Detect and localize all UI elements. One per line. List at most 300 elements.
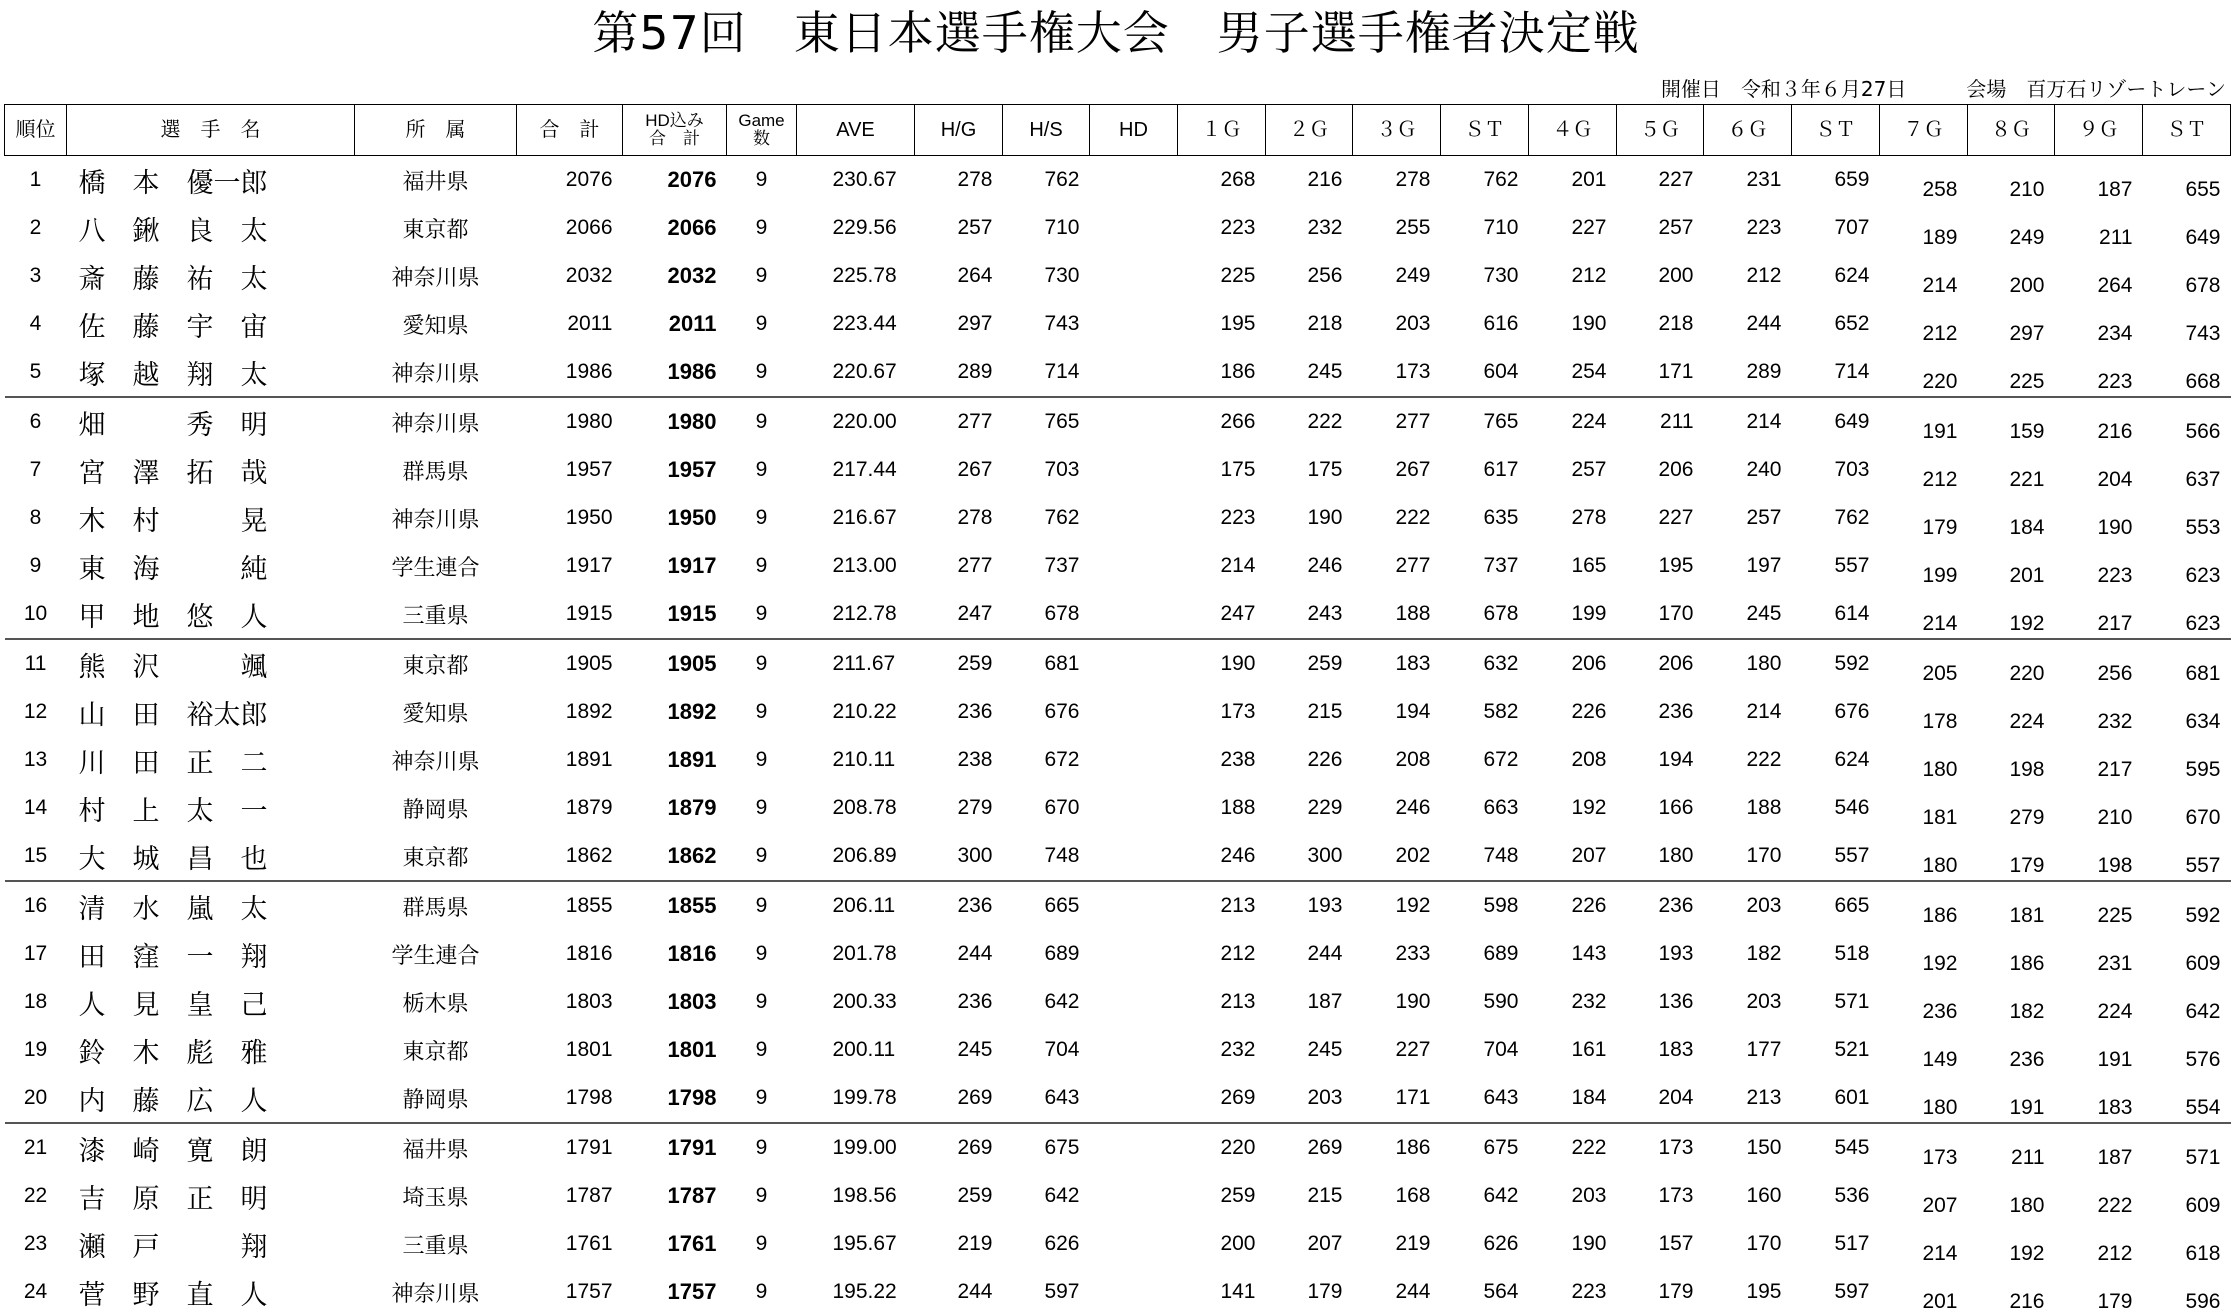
cell-g6: 180 — [1704, 639, 1792, 688]
cell-g6: 203 — [1704, 881, 1792, 930]
cell-g9: 256 — [2055, 639, 2143, 688]
cell-affiliation: 愛知県 — [402, 312, 469, 338]
cell-g9: 183 — [2097, 1096, 2133, 1119]
cell-g3: 202 — [1395, 844, 1431, 867]
cell-st1: 617 — [1483, 458, 1519, 481]
cell-st3: 649 — [2185, 226, 2221, 249]
name-part: 鍬 — [132, 215, 160, 246]
name-part: 裕太郎 — [186, 699, 268, 730]
cell-hd — [1090, 736, 1178, 784]
cell-player-name — [67, 300, 355, 348]
cell-st1: 675 — [1441, 1123, 1529, 1172]
cell-hg: 278 — [957, 506, 993, 529]
cell-g3: 249 — [1395, 264, 1431, 287]
cell-g1: 232 — [1220, 1038, 1256, 1061]
cell-games: 9 — [755, 458, 768, 481]
cell-rank: 20 — [23, 1086, 48, 1109]
cell-hd — [1090, 494, 1178, 542]
table-row — [5, 832, 2231, 881]
cell-g5: 193 — [1658, 942, 1694, 965]
cell-hd-total: 1803 — [667, 989, 717, 1014]
cell-g7: 212 — [1922, 322, 1958, 345]
results-table — [4, 104, 2231, 1316]
cell-g4: 203 — [1571, 1184, 1607, 1207]
cell-player-name — [67, 832, 355, 881]
cell-g9: 231 — [2097, 952, 2133, 975]
name-part: 東 — [78, 553, 106, 584]
cell-hd — [1090, 1074, 1178, 1123]
name-part: 嵐 — [186, 893, 214, 924]
name-part: 越 — [132, 359, 160, 390]
cell-hd-total: 1862 — [667, 843, 717, 868]
cell-ave: 229.56 — [832, 216, 897, 239]
cell-g4: 226 — [1571, 700, 1607, 723]
cell-g9: 216 — [2055, 397, 2143, 446]
cell-st2: 601 — [1834, 1086, 1870, 1109]
header-hd: HD — [1090, 105, 1178, 156]
cell-affiliation: 静岡県 — [402, 1086, 469, 1112]
cell-st1: 678 — [1483, 602, 1519, 625]
cell-g5: 211 — [1617, 397, 1704, 446]
cell-g6: 223 — [1746, 216, 1782, 239]
cell-hd-total: 1957 — [667, 457, 717, 482]
cell-g7: 214 — [1922, 612, 1958, 635]
cell-g8: 224 — [2009, 710, 2045, 733]
name-part: 田 — [132, 699, 160, 730]
name-part: 祐 — [186, 263, 214, 294]
name-part: 翔 — [186, 359, 214, 390]
cell-hg: 236 — [915, 881, 1003, 930]
cell-player-name — [67, 542, 355, 590]
cell-st2: 659 — [1834, 168, 1870, 191]
cell-st3: 566 — [2143, 397, 2231, 446]
cell-g8: 210 — [2009, 178, 2045, 201]
cell-affiliation: 神奈川県 — [391, 1280, 480, 1306]
cell-hd-total: 1816 — [667, 941, 717, 966]
cell-hg: 269 — [957, 1086, 993, 1109]
cell-g7: 220 — [1922, 370, 1958, 393]
table-row — [5, 930, 2231, 978]
cell-hd — [1090, 930, 1178, 978]
table-row — [5, 784, 2231, 832]
cell-player-name — [67, 397, 355, 446]
name-part: 直 — [186, 1279, 214, 1310]
cell-st1: 730 — [1483, 264, 1519, 287]
cell-ave: 195.67 — [832, 1232, 897, 1255]
cell-g4: 201 — [1571, 168, 1607, 191]
cell-g1: 247 — [1220, 602, 1256, 625]
cell-hs: 670 — [1044, 796, 1080, 819]
cell-hg: 244 — [957, 1280, 993, 1303]
cell-g8: 192 — [2009, 612, 2045, 635]
table-row — [5, 1220, 2231, 1268]
cell-g6: 150 — [1704, 1123, 1792, 1172]
header-total: 合 計 — [517, 105, 623, 156]
cell-g6: 170 — [1746, 844, 1782, 867]
name-part: 木 — [132, 1037, 160, 1068]
cell-st2: 592 — [1792, 639, 1880, 688]
cell-games: 9 — [755, 1232, 768, 1255]
cell-g9: 190 — [2097, 516, 2133, 539]
cell-g6: 289 — [1746, 360, 1782, 383]
name-part: 宮 — [78, 457, 106, 488]
name-part: 明 — [240, 409, 268, 440]
cell-st2: 624 — [1834, 264, 1870, 287]
cell-g4: 226 — [1529, 881, 1617, 930]
cell-hg: 277 — [915, 397, 1003, 446]
cell-g7: 258 — [1922, 178, 1958, 201]
name-part: 見 — [132, 989, 160, 1020]
name-part: 秀 — [186, 409, 214, 440]
cell-g1: 213 — [1220, 990, 1256, 1013]
cell-g9: 211 — [2099, 226, 2133, 249]
cell-rank: 3 — [29, 264, 42, 287]
cell-hd-total: 1757 — [667, 1279, 717, 1304]
cell-hd — [1090, 300, 1178, 348]
cell-g3: 190 — [1395, 990, 1431, 1013]
cell-hg: 236 — [957, 990, 993, 1013]
name-part: 地 — [132, 601, 160, 632]
header-st3: ＳＴ — [2143, 105, 2231, 156]
cell-games: 9 — [755, 796, 768, 819]
header-g9: ９Ｇ — [2055, 105, 2143, 156]
cell-player-name — [67, 1268, 355, 1316]
cell-g4: 184 — [1571, 1086, 1607, 1109]
table-row — [5, 978, 2231, 1026]
cell-g7: 236 — [1922, 1000, 1958, 1023]
name-part: 一 — [186, 941, 214, 972]
cell-st3: 655 — [2185, 178, 2221, 201]
cell-hd-total: 1761 — [667, 1231, 717, 1256]
cell-ave: 199.78 — [832, 1086, 897, 1109]
cell-g9: 217 — [2097, 612, 2133, 635]
cell-st1: 626 — [1483, 1232, 1519, 1255]
cell-g3: 168 — [1395, 1184, 1431, 1207]
cell-g7: 180 — [1922, 854, 1958, 877]
cell-games: 9 — [755, 554, 768, 577]
cell-g5: 257 — [1658, 216, 1694, 239]
cell-total: 1879 — [565, 796, 613, 819]
cell-hd — [1090, 1026, 1178, 1074]
cell-st3: 634 — [2185, 710, 2221, 733]
cell-hg: 245 — [957, 1038, 993, 1061]
cell-g6: 222 — [1746, 748, 1782, 771]
cell-st1: 643 — [1483, 1086, 1519, 1109]
name-part: 哉 — [240, 457, 268, 488]
cell-hd — [1090, 252, 1178, 300]
cell-g6: 212 — [1746, 264, 1782, 287]
cell-g2: 216 — [1307, 168, 1343, 191]
cell-g5: 170 — [1658, 602, 1694, 625]
cell-g6: 188 — [1746, 796, 1782, 819]
name-part: 人 — [240, 601, 268, 632]
cell-st1: 635 — [1483, 506, 1519, 529]
cell-g1: 212 — [1220, 942, 1256, 965]
cell-st3: 623 — [2185, 612, 2221, 635]
cell-g7: 191 — [1880, 397, 1968, 446]
cell-total: 1803 — [565, 990, 613, 1013]
cell-g3: 267 — [1395, 458, 1431, 481]
cell-st3: 609 — [2185, 1194, 2221, 1217]
cell-hs: 675 — [1003, 1123, 1090, 1172]
cell-g8: 220 — [1968, 639, 2055, 688]
cell-g1: 188 — [1220, 796, 1256, 819]
cell-st2: 676 — [1834, 700, 1870, 723]
cell-g2: 300 — [1307, 844, 1343, 867]
name-part: 己 — [240, 989, 268, 1020]
cell-st3: 743 — [2185, 322, 2221, 345]
cell-g1: 259 — [1220, 1184, 1256, 1207]
cell-ave: 216.67 — [832, 506, 897, 529]
cell-st2: 557 — [1834, 554, 1870, 577]
cell-g5: 204 — [1658, 1086, 1694, 1109]
cell-hs: 676 — [1044, 700, 1080, 723]
cell-st1: 590 — [1483, 990, 1519, 1013]
cell-g7: 201 — [1922, 1290, 1958, 1313]
cell-hg: 297 — [957, 312, 993, 335]
cell-st2: 649 — [1792, 397, 1880, 446]
cell-games: 9 — [755, 312, 768, 335]
name-part: 大 — [78, 843, 106, 874]
cell-g5: 236 — [1658, 700, 1694, 723]
table-row — [5, 1123, 2231, 1172]
cell-hd-total: 2032 — [667, 263, 717, 288]
cell-hs: 765 — [1003, 397, 1090, 446]
cell-st3: 571 — [2143, 1123, 2231, 1172]
cell-affiliation: 学生連合 — [391, 554, 480, 580]
cell-hs: 642 — [1044, 1184, 1080, 1207]
cell-games: 9 — [755, 1038, 768, 1061]
cell-g2: 259 — [1266, 639, 1353, 688]
cell-g2: 215 — [1307, 1184, 1343, 1207]
cell-hd-total: 1917 — [667, 553, 717, 578]
cell-st3: 670 — [2185, 806, 2221, 829]
cell-hd — [1090, 156, 1178, 205]
cell-g6: 245 — [1746, 602, 1782, 625]
cell-ave: 200.33 — [832, 990, 897, 1013]
name-part: 山 — [78, 699, 106, 730]
name-part: 皇 — [186, 989, 214, 1020]
cell-g4: 161 — [1571, 1038, 1607, 1061]
cell-total: 2032 — [565, 264, 613, 287]
cell-g9: 264 — [2097, 274, 2133, 297]
cell-g8: 225 — [2009, 370, 2045, 393]
name-part: 太 — [240, 215, 268, 246]
cell-g6: 177 — [1746, 1038, 1782, 1061]
event-date: 令和３年６月27日 — [1740, 77, 1907, 101]
cell-g4: 223 — [1571, 1280, 1607, 1303]
cell-hg: 300 — [957, 844, 993, 867]
cell-g9: 217 — [2097, 758, 2133, 781]
table-row — [5, 446, 2231, 494]
cell-g1: 141 — [1220, 1280, 1256, 1303]
cell-ave: 220.00 — [797, 397, 915, 446]
cell-g8: 236 — [2009, 1048, 2045, 1071]
name-part: 佐 — [78, 311, 106, 342]
cell-games: 9 — [755, 1086, 768, 1109]
cell-player-name — [67, 639, 355, 688]
cell-ave: 212.78 — [832, 602, 897, 625]
cell-hd — [1090, 688, 1178, 736]
cell-g5: 218 — [1658, 312, 1694, 335]
name-part: 熊 — [78, 651, 106, 682]
cell-g1: 173 — [1220, 700, 1256, 723]
cell-hs: 626 — [1044, 1232, 1080, 1255]
cell-g9: 198 — [2097, 854, 2133, 877]
table-row — [5, 397, 2231, 446]
cell-total: 1891 — [565, 748, 613, 771]
cell-st3: 642 — [2185, 1000, 2221, 1023]
cell-g3: 192 — [1353, 881, 1441, 930]
cell-games: 9 — [755, 748, 768, 771]
cell-st1: 765 — [1441, 397, 1529, 446]
cell-hg: 278 — [957, 168, 993, 191]
cell-hs: 672 — [1044, 748, 1080, 771]
cell-st2: 597 — [1834, 1280, 1870, 1303]
cell-rank: 13 — [23, 748, 48, 771]
cell-g6: 170 — [1746, 1232, 1782, 1255]
cell-hs: 748 — [1044, 844, 1080, 867]
cell-g7: 214 — [1922, 1242, 1958, 1265]
header-g1: １Ｇ — [1178, 105, 1266, 156]
cell-ave: 195.22 — [832, 1280, 897, 1303]
cell-ave: 208.78 — [832, 796, 897, 819]
name-part: 昌 — [186, 843, 214, 874]
cell-total: 1855 — [517, 881, 623, 930]
cell-g9: 187 — [2055, 1123, 2143, 1172]
cell-hd-total: 1915 — [667, 601, 717, 626]
cell-total: 1757 — [565, 1280, 613, 1303]
cell-hd — [1090, 1123, 1178, 1172]
cell-g4: 190 — [1571, 312, 1607, 335]
name-part: 上 — [132, 795, 160, 826]
cell-st2: 762 — [1834, 506, 1870, 529]
cell-st2: 518 — [1834, 942, 1870, 965]
cell-hg: 244 — [957, 942, 993, 965]
header-g4: ４Ｇ — [1529, 105, 1617, 156]
name-part: 拓 — [186, 457, 214, 488]
table-row — [5, 881, 2231, 930]
cell-player-name — [67, 1220, 355, 1268]
cell-games: 9 — [755, 264, 768, 287]
cell-g2: 229 — [1307, 796, 1343, 819]
cell-hg: 257 — [957, 216, 993, 239]
cell-g1: 190 — [1178, 639, 1266, 688]
cell-st1: 737 — [1483, 554, 1519, 577]
cell-g1: 200 — [1220, 1232, 1256, 1255]
cell-st3: 637 — [2185, 468, 2221, 491]
cell-st3: 596 — [2185, 1290, 2221, 1313]
cell-affiliation: 学生連合 — [391, 942, 480, 968]
cell-g3: 183 — [1353, 639, 1441, 688]
cell-g6: 197 — [1746, 554, 1782, 577]
cell-ave: 210.11 — [832, 748, 896, 771]
cell-rank: 22 — [23, 1184, 48, 1207]
cell-g7: 205 — [1880, 639, 1968, 688]
name-part: 太 — [186, 795, 214, 826]
table-row — [5, 494, 2231, 542]
cell-games: 9 — [755, 602, 768, 625]
cell-player-name — [67, 1026, 355, 1074]
cell-hd — [1090, 590, 1178, 639]
cell-g4: 199 — [1571, 602, 1607, 625]
name-part: 甲 — [78, 601, 106, 632]
cell-g3: 194 — [1395, 700, 1431, 723]
header-g6: ６Ｇ — [1704, 105, 1792, 156]
cell-g7: 199 — [1922, 564, 1958, 587]
cell-st2: 557 — [1834, 844, 1870, 867]
cell-games: 9 — [755, 168, 768, 191]
cell-g7: 180 — [1922, 758, 1958, 781]
table-row — [5, 1172, 2231, 1220]
cell-total: 1801 — [565, 1038, 613, 1061]
cell-g7: 179 — [1922, 516, 1958, 539]
name-part: 水 — [132, 893, 160, 924]
cell-st3: 554 — [2185, 1096, 2221, 1119]
cell-g8: 181 — [1968, 881, 2055, 930]
name-part: 優一郎 — [186, 167, 268, 198]
cell-g2: 245 — [1307, 360, 1343, 383]
cell-st2: 614 — [1834, 602, 1870, 625]
name-part: 人 — [240, 1279, 268, 1310]
cell-g9: 191 — [2097, 1048, 2133, 1071]
cell-hd-total: 1891 — [667, 747, 717, 772]
cell-total: 1957 — [565, 458, 613, 481]
cell-g2: 245 — [1307, 1038, 1343, 1061]
table-row — [5, 300, 2231, 348]
page-title: 第57回 東日本選手権大会 男子選手権者決定戦 — [592, 6, 1640, 60]
cell-hs: 665 — [1003, 881, 1090, 930]
table-row — [5, 252, 2231, 300]
cell-st3: 576 — [2185, 1048, 2221, 1071]
cell-st3: 618 — [2185, 1242, 2221, 1265]
cell-g4: 278 — [1571, 506, 1607, 529]
cell-g5: 173 — [1658, 1184, 1694, 1207]
cell-g4: 254 — [1571, 360, 1607, 383]
cell-g4: 222 — [1529, 1123, 1617, 1172]
name-part: 二 — [240, 747, 268, 778]
cell-g5: 227 — [1658, 506, 1694, 529]
cell-g1: 266 — [1178, 397, 1266, 446]
cell-g6: 231 — [1746, 168, 1782, 191]
cell-hd — [1090, 397, 1178, 446]
cell-rank: 21 — [5, 1123, 67, 1172]
cell-total: 1791 — [517, 1123, 623, 1172]
header-g5: ５Ｇ — [1617, 105, 1704, 156]
cell-g1: 220 — [1178, 1123, 1266, 1172]
cell-g7: 192 — [1922, 952, 1958, 975]
cell-st3: 595 — [2185, 758, 2221, 781]
cell-st2: 707 — [1834, 216, 1870, 239]
cell-g1: 268 — [1220, 168, 1256, 191]
name-part: 鈴 — [78, 1037, 106, 1068]
cell-ave: 230.67 — [832, 168, 897, 191]
cell-affiliation: 静岡県 — [402, 796, 469, 822]
cell-g9: 223 — [2097, 564, 2133, 587]
cell-g2: 187 — [1307, 990, 1343, 1013]
name-part: 晃 — [240, 505, 268, 536]
cell-g3: 222 — [1395, 506, 1431, 529]
cell-st3: 681 — [2143, 639, 2231, 688]
cell-rank: 4 — [29, 312, 42, 335]
name-part: 沢 — [132, 651, 160, 682]
cell-games: 9 — [755, 700, 768, 723]
cell-affiliation: 東京都 — [402, 1038, 469, 1064]
name-part: 人 — [78, 989, 106, 1020]
cell-g4: 190 — [1571, 1232, 1607, 1255]
cell-g3: 277 — [1353, 397, 1441, 446]
cell-games: 9 — [755, 990, 768, 1013]
